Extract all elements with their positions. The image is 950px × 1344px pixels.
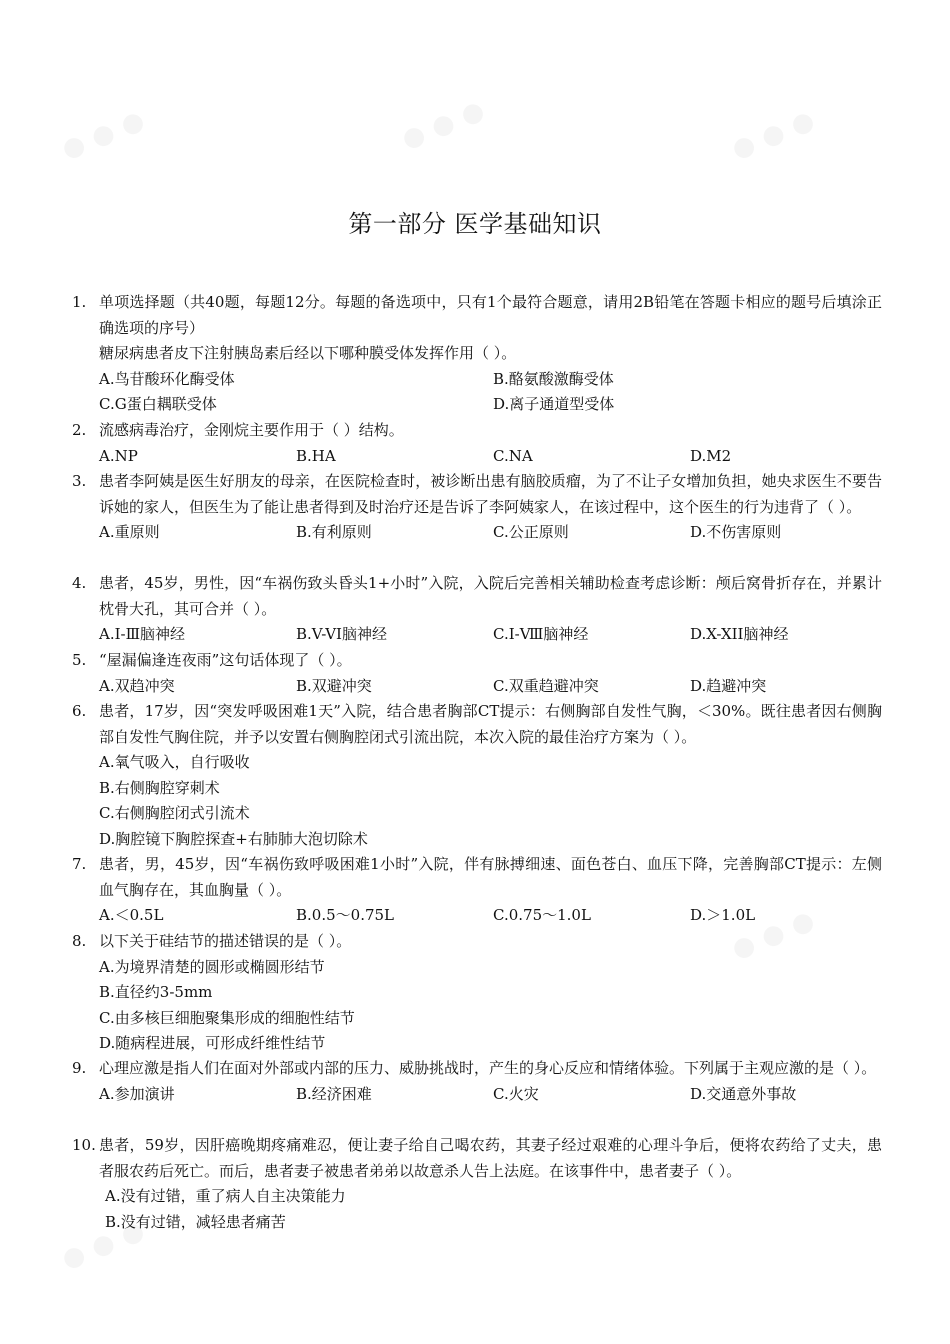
option-row [99, 1082, 882, 1108]
option-c[interactable]: C.火灾 [493, 1084, 539, 1103]
option-c[interactable]: C.G蛋白耦联受体 [99, 395, 217, 413]
option-a[interactable]: A.NP [99, 446, 138, 465]
option-a[interactable]: A.参加演讲 [99, 1084, 175, 1103]
question-8 [72, 929, 882, 1057]
question-text: 患者，59岁，因肝癌晚期疼痛难忍，便让妻子给自己喝农药，其妻子经过艰难的心理斗争后，便将农药给了丈夫，患者服农药后死亡。而后，患者妻子被患者弟弟以故意杀人告上法庭。在该事件中，患者妻子（ ）。 [99, 1136, 882, 1180]
option-row [99, 392, 882, 418]
option-row [99, 903, 882, 929]
question-number: 7. [72, 855, 87, 873]
option-d[interactable]: D.趋避冲突 [690, 676, 767, 695]
option-a[interactable]: A.Ⅰ-Ⅲ脑神经 [99, 625, 186, 643]
option-d[interactable]: D.M2 [690, 446, 732, 465]
option-d[interactable]: D.随病程进展，可形成纤维性结节 [99, 1034, 326, 1052]
watermark [58, 105, 149, 165]
option-list [99, 955, 882, 1057]
question-text: 患者，45岁，男性，因“车祸伤致头昏头1+小时”入院，入院后完善相关辅助检查考虑诊断：颅后窝骨折存在，并累计枕骨大孔，其可合并（ ）。 [99, 574, 882, 618]
watermark [728, 105, 819, 165]
question-7 [72, 852, 882, 929]
option-a[interactable]: A.重原则 [99, 523, 160, 541]
watermark [398, 95, 489, 155]
option-b[interactable]: B.V-VI脑神经 [296, 625, 387, 643]
option-a[interactable]: A.＜0.5L [99, 906, 164, 924]
question-4 [72, 571, 882, 648]
option-b[interactable]: B.双避冲突 [296, 676, 372, 695]
question-number: 6. [72, 702, 87, 720]
option-b[interactable]: B.直径约3-5mm [99, 983, 213, 1001]
option-c[interactable]: C.0.75～1.0L [493, 906, 591, 924]
question-number: 1. [72, 293, 87, 311]
question-number: 10. [72, 1136, 96, 1154]
question-text: 心理应激是指人们在面对外部或内部的压力、威胁挑战时，产生的身心反应和情绪体验。下列属于主观应激的是（ ）。 [99, 1059, 877, 1077]
question-number: 4. [72, 574, 87, 592]
option-d[interactable]: D.交通意外事故 [690, 1084, 797, 1103]
option-a[interactable]: A.氧气吸入，自行吸收 [99, 753, 250, 771]
question-text: 患者，17岁，因“突发呼吸困难1天”入院，结合患者胸部CT提示：右侧胸部自发性气胸，＜30%。既往患者因右侧胸部自发性气胸住院，并予以安置右侧胸腔闭式引流出院，本次入院的最佳治疗方案为（ ）。 [99, 702, 882, 746]
option-row [99, 444, 882, 470]
option-a[interactable]: A.没有过错，重了病人自主决策能力 [105, 1187, 346, 1205]
option-a[interactable]: A.为境界清楚的圆形或椭圆形结节 [99, 957, 325, 976]
question-number: 3. [72, 472, 87, 490]
question-text: 患者，男，45岁，因“车祸伤致呼吸困难1小时”入院，伴有脉搏细速、面色苍白、血压下降，完善胸部CT提示：左侧血气胸存在，其血胸量（ ）。 [99, 855, 882, 899]
option-d[interactable]: D.胸腔镜下胸腔探查+右肺肺大泡切除术 [99, 829, 368, 848]
question-5 [72, 648, 882, 699]
option-c[interactable]: C.NA [493, 446, 533, 465]
option-c[interactable]: C.I-Ⅷ脑神经 [493, 625, 589, 643]
option-d[interactable]: D.不伤害原则 [690, 523, 782, 541]
question-number: 2. [72, 421, 87, 439]
question-text: 流感病毒治疗，金刚烷主要作用于（ ）结构。 [99, 421, 404, 439]
option-c[interactable]: C.公正原则 [493, 523, 569, 541]
option-row [99, 622, 882, 648]
option-row [99, 674, 882, 700]
option-c[interactable]: C.双重趋避冲突 [493, 676, 599, 695]
option-b[interactable]: B.酪氨酸激酶受体 [493, 369, 614, 388]
question-text: 患者李阿姨是医生好朋友的母亲，在医院检查时，被诊断出患有脑胶质瘤，为了不让子女增加负担，她央求医生不要告诉她的家人，但医生为了能让患者得到及时治疗还是告诉了李阿姨家人，在该过程中，这个医生的行为违背了（ ）。 [99, 472, 882, 516]
question-number: 5. [72, 651, 87, 669]
section-title: 第一部分 医学基础知识 [348, 210, 602, 238]
question-9 [72, 1056, 882, 1107]
option-c[interactable]: C.右侧胸腔闭式引流术 [99, 804, 250, 822]
question-text: 单项选择题（共40题，每题12分。每题的备选项中，只有1个最符合题意，请用2B铅笔在答题卡相应的题号后填涂正确选项的序号） [99, 293, 882, 337]
option-b[interactable]: B.HA [296, 446, 336, 465]
option-d[interactable]: D.X-XII脑神经 [690, 625, 789, 643]
option-b[interactable]: B.没有过错，减轻患者痛苦 [105, 1212, 286, 1231]
question-2 [72, 418, 882, 469]
option-row [99, 367, 882, 393]
option-row [99, 520, 882, 546]
question-6 [72, 699, 882, 852]
option-list [99, 750, 882, 852]
question-1 [72, 290, 882, 418]
option-a[interactable]: A.双趋冲突 [99, 676, 175, 695]
question-10 [72, 1133, 882, 1235]
question-number: 8. [72, 932, 87, 950]
option-b[interactable]: B.有利原则 [296, 523, 372, 541]
option-d[interactable]: D.＞1.0L [690, 906, 756, 924]
option-b[interactable]: B.右侧胸腔穿刺术 [99, 778, 220, 797]
option-c[interactable]: C.由多核巨细胞聚集形成的细胞性结节 [99, 1008, 355, 1027]
option-d[interactable]: D.离子通道型受体 [493, 395, 615, 413]
option-b[interactable]: B.0.5～0.75L [296, 906, 395, 924]
question-number: 9. [72, 1059, 87, 1077]
option-b[interactable]: B.经济困难 [296, 1084, 372, 1103]
option-list [105, 1184, 882, 1235]
question-3 [72, 469, 882, 546]
question-text: 以下关于硅结节的描述错误的是（ ）。 [99, 932, 352, 950]
question-text: “屋漏偏逢连夜雨”这句话体现了（ ）。 [99, 651, 352, 669]
option-a[interactable]: A.鸟苷酸环化酶受体 [99, 369, 235, 388]
question-text: 糖尿病患者皮下注射胰岛素后经以下哪种膜受体发挥作用（ ）。 [99, 344, 517, 362]
